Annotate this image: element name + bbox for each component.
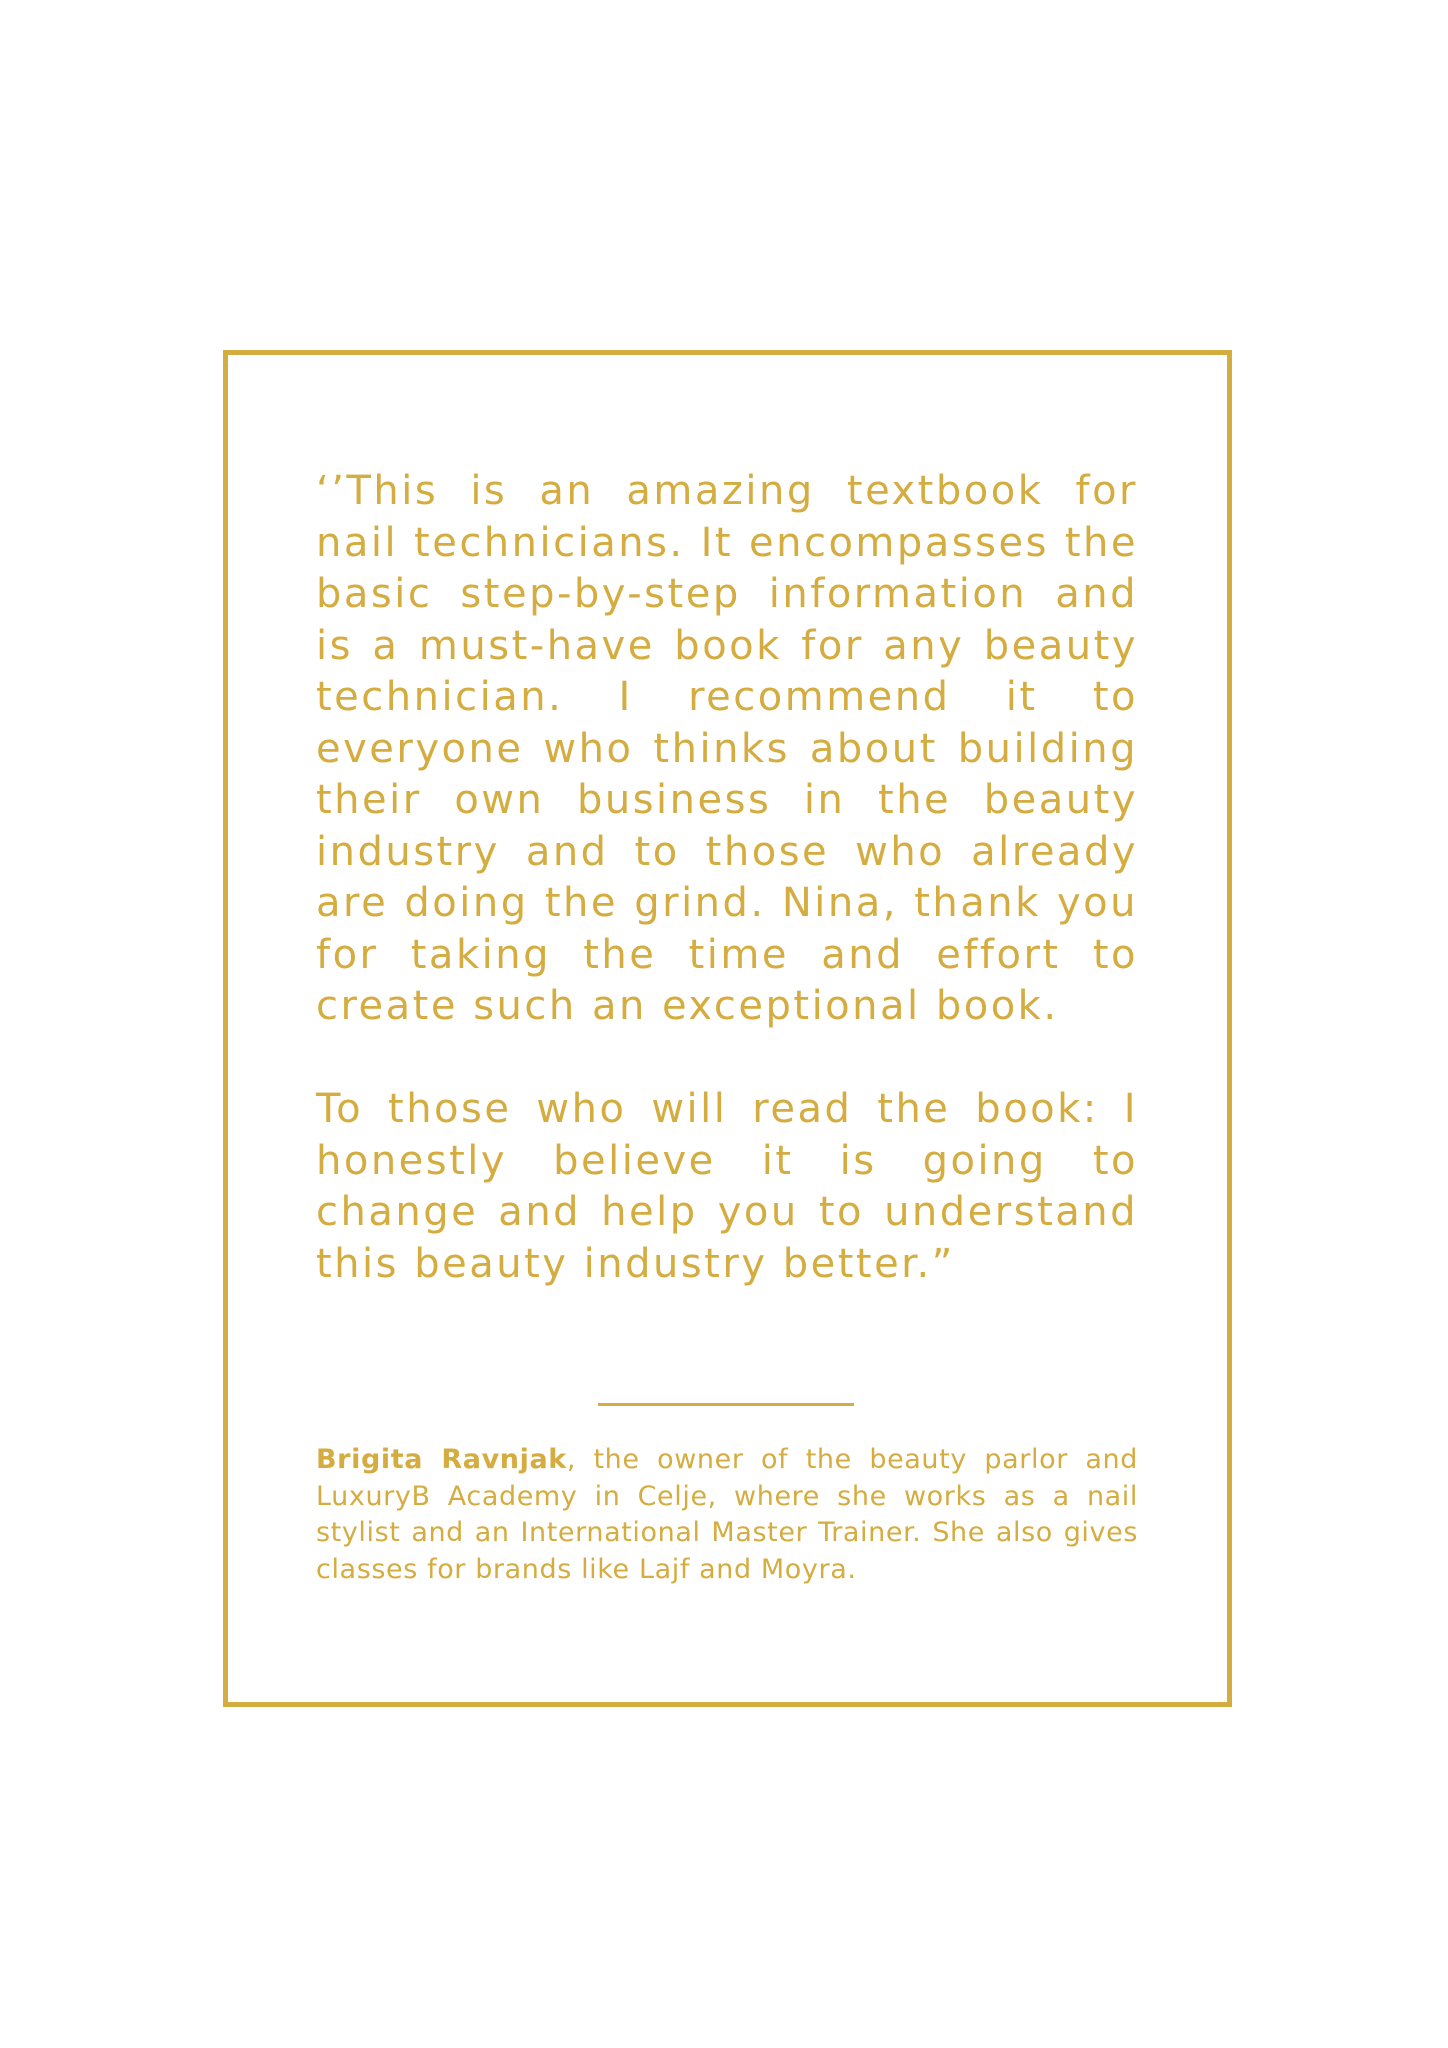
testimonial-quote [316,466,1138,1290]
attribution [316,1442,1138,1588]
quote-paragraph-1: ‘’This is an amazing textbook for nail technicians. It encompasses the basic step-by-step information and is a must-have book for any beauty technician. I recommend it to everyone who thinks about building their own business in the beauty industry and to those who already are doing the grind. Nina, thank you for taking the time and effort to create such an exceptional book. [316,468,1138,1029]
author-name: Brigita Ravnjak [316,1444,567,1475]
author-description: , the owner of the beauty parlor and LuxuryB Academy in Celje, where she works as a nail stylist and an International Master Trainer. She also gives classes for brands like Lajf and Moyra. [316,1444,1138,1585]
divider-line [598,1403,854,1406]
quote-paragraph-2: To those who will read the book: I honestly believe it is going to change and help you to understand this beauty industry better.” [316,1086,1138,1287]
